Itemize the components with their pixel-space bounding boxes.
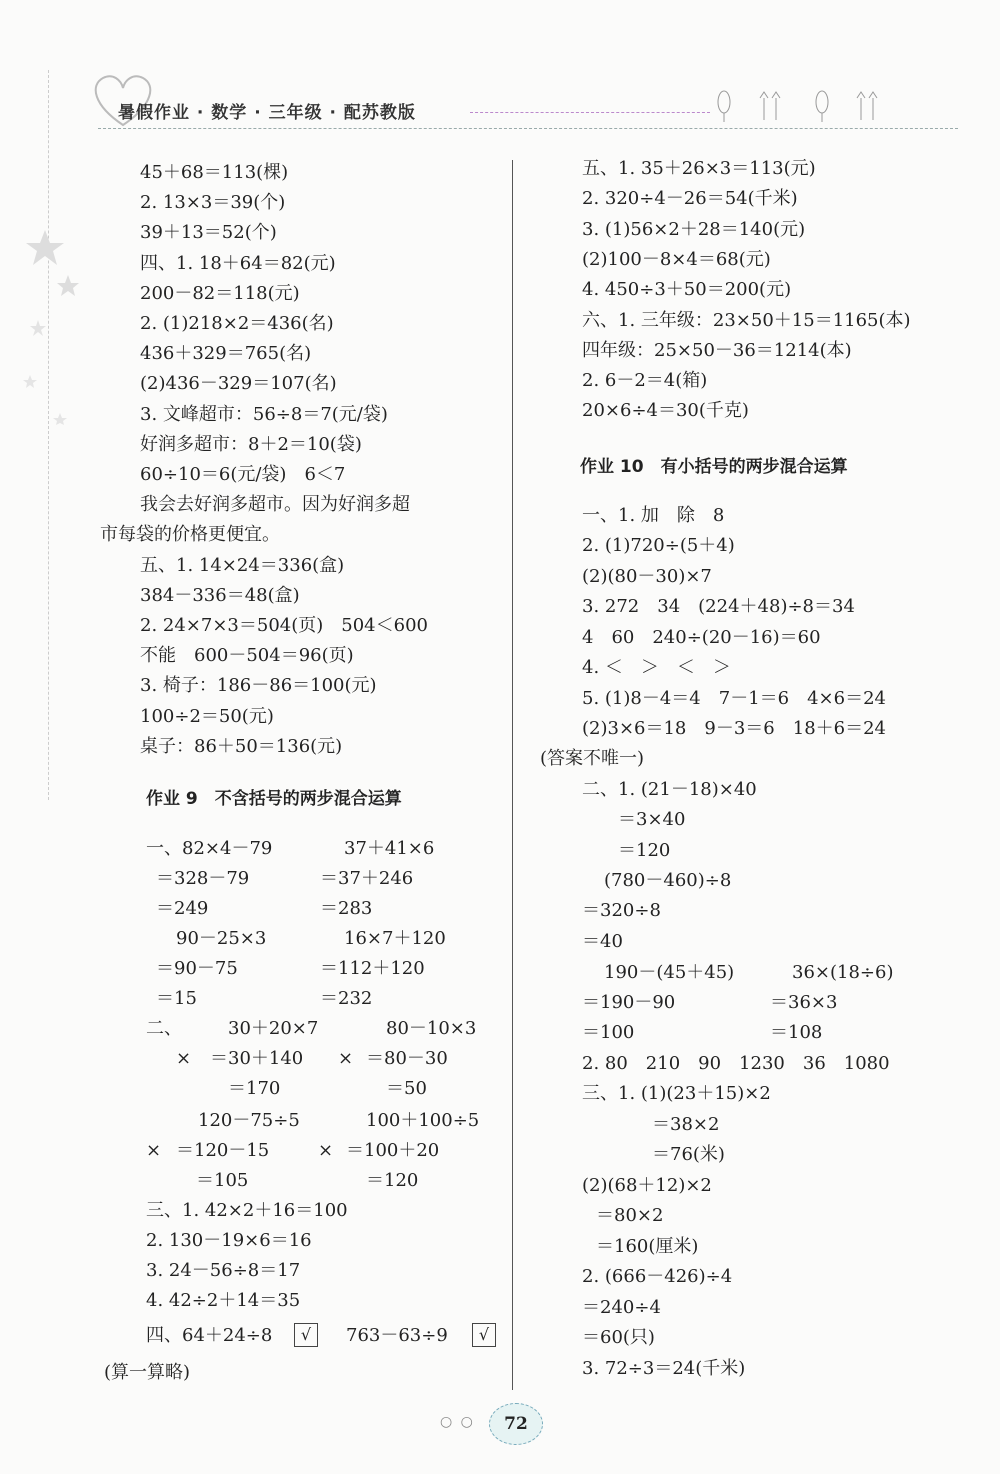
answer-line: 3. 椅子：186－86＝100(元)	[140, 675, 377, 697]
answer-line: 市每袋的价格更便宜。	[100, 524, 280, 546]
answer-line: 4. 450÷3＋50＝200(元)	[582, 279, 792, 301]
answer-line: ＝160(厘米)	[596, 1236, 699, 1257]
answer-line: 二、1. (21－18)×40	[582, 779, 757, 800]
answer-line: 五、1. 35＋26×3＝113(元)	[582, 158, 816, 179]
answer-line: 3. 文峰超市：56÷8＝7(元/袋)	[140, 403, 388, 425]
answer-line: ＝100	[582, 1022, 635, 1043]
answer-line: 4 60 240÷(20－16)＝60	[582, 627, 821, 648]
answer-line: 80－10×3	[386, 1018, 477, 1039]
check-box: √	[472, 1323, 496, 1347]
answer-line: 200－82＝118(元)	[140, 282, 300, 304]
answer-line: 763－63÷9	[346, 1325, 448, 1346]
answer-line: 2. 6－2＝4(箱)	[582, 370, 708, 392]
answer-line: ＝190－90	[582, 992, 676, 1013]
answer-line: ＝120－15	[176, 1140, 270, 1161]
answer-line: ×	[146, 1140, 162, 1161]
answer-line: 二、	[146, 1018, 182, 1039]
answer-line: ＝120	[366, 1170, 419, 1191]
answer-line: 三、1. 42×2＋16＝100	[146, 1200, 348, 1221]
answer-line: 好润多超市：8＋2＝10(袋)	[140, 433, 362, 455]
answer-line: ＝100＋20	[346, 1140, 440, 1161]
footer-dots: ○ ○	[440, 1414, 475, 1430]
answer-line: 37＋41×6	[344, 838, 435, 859]
answer-line: ＝249	[156, 898, 209, 919]
answer-line: ＝283	[320, 898, 373, 919]
answer-line: ＝30＋140	[210, 1048, 304, 1069]
answer-line: (算一算略)	[104, 1362, 191, 1383]
answer-line: ×	[176, 1048, 192, 1069]
answer-line: ＝120	[618, 840, 671, 861]
column-divider	[512, 160, 513, 1390]
answer-line: 3. 72÷3＝24(千米)	[582, 1358, 746, 1379]
answer-line: 2. (1)218×2＝436(名)	[140, 313, 334, 334]
answer-line: 四、64＋24÷8	[146, 1325, 273, 1346]
answer-line: ＝328－79	[156, 868, 250, 889]
answer-line: 3. 272 34 (224＋48)÷8＝34	[582, 596, 855, 617]
answer-line: ＝240÷4	[582, 1297, 661, 1318]
answer-line: 2. 13×3＝39(个)	[140, 192, 286, 214]
answer-line: 4. ＜ ＞ ＜ ＞	[582, 657, 731, 678]
answer-line: (2)(68＋12)×2	[582, 1175, 712, 1196]
answer-line: 4. 42÷2＋14＝35	[146, 1290, 301, 1311]
answer-line: 3. (1)56×2＋28＝140(元)	[582, 218, 806, 240]
answer-line: ＝3×40	[618, 809, 686, 830]
answer-line: ＝37＋246	[320, 868, 414, 889]
answer-line: ＝40	[582, 931, 623, 952]
answer-line: ＝105	[196, 1170, 249, 1191]
answer-line: ＝80－30	[366, 1048, 448, 1069]
header-dash	[470, 112, 710, 113]
margin-rule	[48, 70, 49, 800]
answer-line: 20×6÷4＝30(千克)	[582, 400, 749, 422]
answer-line: 436＋329＝765(名)	[140, 343, 312, 365]
check-box: √	[294, 1323, 318, 1347]
answer-line: 30＋20×7	[228, 1018, 319, 1039]
answer-line: 桌子：86＋50＝136(元)	[140, 735, 343, 757]
answer-line: ＝38×2	[652, 1114, 720, 1135]
answer-line: 120－75÷5	[198, 1110, 300, 1131]
answer-line: ×	[318, 1140, 334, 1161]
answer-line: 190－(45＋45)	[604, 962, 735, 983]
answer-line: 16×7＋120	[344, 928, 446, 949]
answer-line: ＝90－75	[156, 958, 238, 979]
answer-line: (2)436－329＝107(名)	[140, 373, 337, 395]
page-number: 72	[489, 1403, 543, 1445]
answer-line: 六、1. 三年级：23×50＋15＝1165(本)	[582, 309, 911, 331]
answer-line: 四、1. 18＋64＝82(元)	[140, 252, 336, 274]
answer-line: 三、1. (1)(23＋15)×2	[582, 1083, 771, 1104]
answer-line: 39＋13＝52(个)	[140, 222, 277, 244]
answer-line: ＝50	[386, 1078, 427, 1099]
answer-line: 2. 320÷4－26＝54(千米)	[582, 188, 798, 210]
answer-line: 36×(18÷6)	[792, 962, 894, 983]
answer-line: ＝108	[770, 1022, 823, 1043]
answer-line: 100＋100÷5	[366, 1110, 480, 1131]
answer-line: 384－336＝48(盒)	[140, 584, 300, 606]
answer-line: ＝320÷8	[582, 900, 661, 921]
answer-line: 我会去好润多超市。因为好润多超	[140, 494, 410, 516]
answer-line: 一、82×4－79	[146, 838, 273, 859]
answer-line: 45＋68＝113(棵)	[140, 162, 289, 183]
answer-line: (2)(80－30)×7	[582, 566, 712, 587]
answer-line: ＝170	[228, 1078, 281, 1099]
answer-line: (2)3×6＝18 9－3＝6 18＋6＝24	[582, 718, 887, 739]
answer-line: ＝80×2	[596, 1205, 664, 1226]
answer-line: 5. (1)8－4＝4 7－1＝6 4×6＝24	[582, 688, 886, 709]
answer-line: 100÷2＝50(元)	[140, 705, 274, 727]
answer-line: (答案不唯一)	[540, 748, 645, 769]
flower-tree-icon	[712, 88, 892, 122]
answer-line: 90－25×3	[176, 928, 267, 949]
answer-line: 2. 80 210 90 1230 36 1080	[582, 1053, 890, 1074]
answer-line: 60÷10＝6(元/袋) 6＜7	[140, 464, 346, 485]
answer-line: (2)100－8×4＝68(元)	[582, 248, 771, 270]
answer-line: ＝15	[156, 988, 197, 1009]
section-title: 作业 10 有小括号的两步混合运算	[580, 457, 848, 477]
answer-line: 一、1. 加 除 8	[582, 505, 725, 526]
answer-line: (780－460)÷8	[604, 870, 732, 891]
answer-line: 不能 600－504＝96(页)	[140, 645, 354, 667]
header-title: 暑假作业 · 数学 · 三年级 · 配苏教版	[118, 103, 416, 123]
section-title: 作业 9 不含括号的两步混合运算	[146, 789, 402, 809]
answer-line: 2. (1)720÷(5＋4)	[582, 535, 735, 556]
answer-line: 五、1. 14×24＝336(盒)	[140, 554, 345, 576]
answer-line: ×	[338, 1048, 354, 1069]
stars-icon	[20, 225, 80, 425]
answer-line: 四年级：25×50－36＝1214(本)	[582, 339, 852, 361]
answer-line: ＝60(只)	[582, 1327, 655, 1348]
answer-line: 2. (666－426)÷4	[582, 1266, 733, 1287]
answer-line: 3. 24－56÷8＝17	[146, 1260, 301, 1281]
answer-line: ＝76(米)	[652, 1144, 725, 1165]
answer-line: 2. 130－19×6＝16	[146, 1230, 312, 1251]
answer-line: ＝36×3	[770, 992, 838, 1013]
answer-line: 2. 24×7×3＝504(页) 504＜600	[140, 615, 428, 636]
answer-line: ＝232	[320, 988, 373, 1009]
header-rule	[98, 128, 958, 129]
answer-line: ＝112＋120	[320, 958, 425, 979]
